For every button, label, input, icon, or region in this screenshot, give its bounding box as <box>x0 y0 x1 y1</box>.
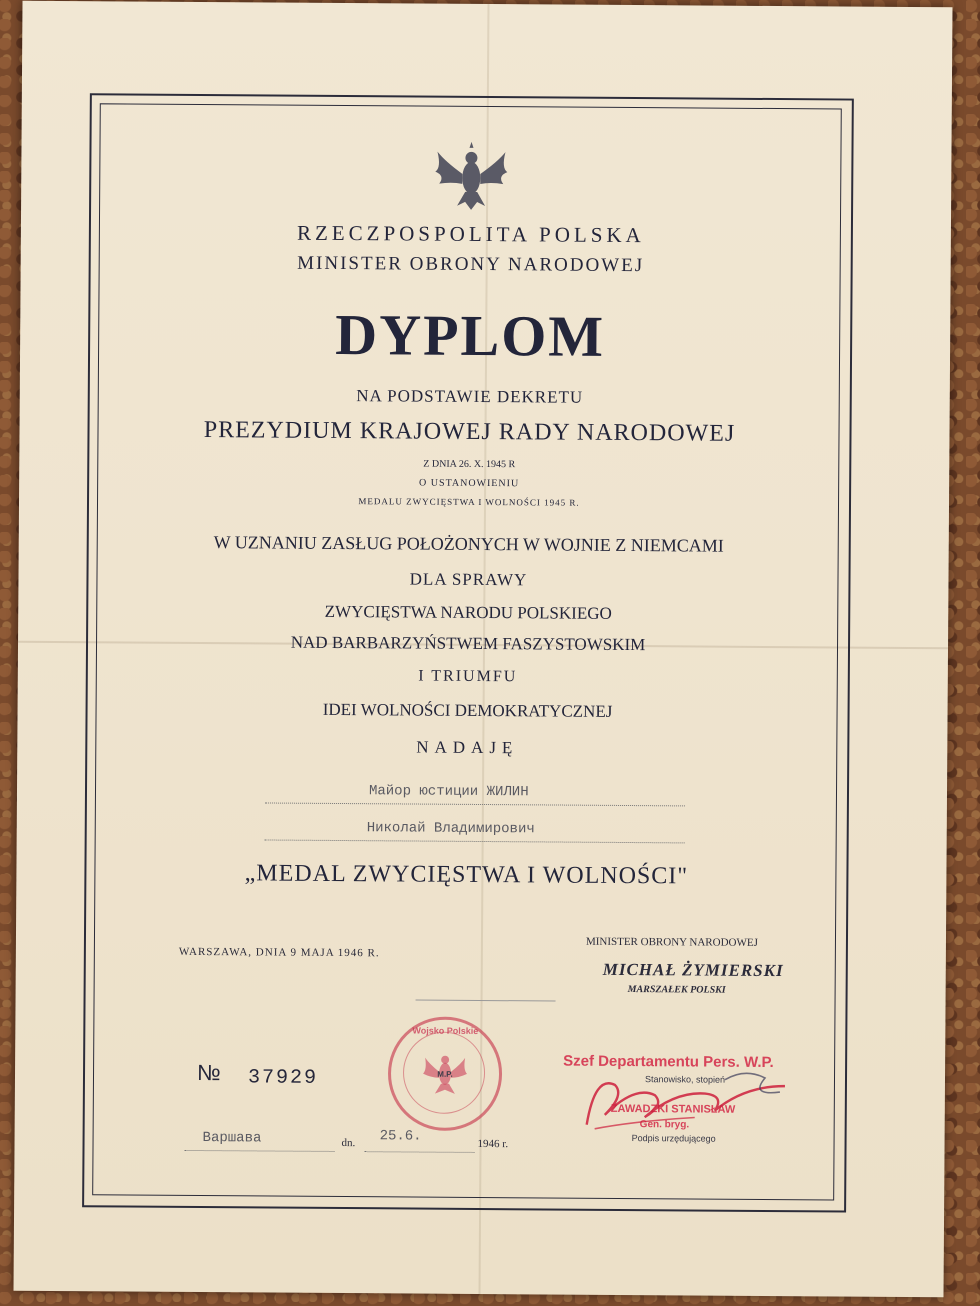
grant-line: NADAJĘ <box>416 737 519 758</box>
cause-line: DLA SPRAWY <box>409 569 528 590</box>
victory-line: ZWYCIĘSTWA NARODU POLSKIEGO <box>324 601 612 623</box>
stamp-signer-name: ZAWADZKI STANISŁAW <box>610 1102 736 1116</box>
stamp-signature-label: Podpis urzędującego <box>631 1133 716 1144</box>
diploma-number: 37929 <box>247 1066 319 1090</box>
handwritten-signature <box>575 1055 806 1147</box>
minister-rank: MARSZAŁEK POLSKI <box>627 984 726 996</box>
diploma-paper <box>14 1 953 1297</box>
day-label: dn. <box>341 1137 356 1150</box>
presidium-line: PREZYDIUM KRAJOWEJ RADY NARODOWEJ <box>203 417 736 447</box>
place-date: WARSZAWA, DNIA 9 MAJA 1946 R. <box>178 945 380 960</box>
header-ministry: MINISTER OBRONY NARODOWEJ <box>297 252 645 277</box>
year-suffix: 1946 r. <box>477 1137 509 1151</box>
minister-name: MICHAŁ ŻYMIERSKI <box>602 959 784 981</box>
stamp-signer-rank: Gen. bryg. <box>639 1119 690 1131</box>
triumph-line: I TRIUMFU <box>418 667 518 686</box>
recognition-line: W UZNANIU ZASŁUG POŁOŻONYCH W WOJNIE Z NIEMCAMI <box>213 532 724 556</box>
day-typed: 25.6. <box>379 1128 422 1145</box>
city-typed: Варшава <box>202 1130 262 1147</box>
minister-title: MINISTER OBRONY NARODOWEJ <box>585 935 758 949</box>
number-label: № <box>196 1060 221 1086</box>
stamp-department: Szef Departamentu Pers. W.P. <box>563 1052 774 1072</box>
establish-line: O USTANOWIENIU <box>419 477 520 490</box>
header-republic: RZECZPOSPOLITA POLSKA <box>296 220 645 248</box>
diploma-title: DYPLOM <box>335 301 606 369</box>
recipient-rank: Майор юстиции ЖИЛИН <box>368 783 529 801</box>
eagle-emblem-icon <box>431 134 512 215</box>
barbarism-line: NAD BARBARZYŃSTWEM FASZYSTOWSKIM <box>290 632 646 655</box>
medal-name: „MEDAL ZWYCIĘSTWA I WOLNOŚCI" <box>244 860 689 890</box>
round-seal-text: Wojsko Polskie <box>412 1025 479 1036</box>
recipient-name: Николай Владимирович <box>366 820 535 838</box>
medal-decree-line: MEDALU ZWYCIĘSTWA I WOLNOŚCI 1945 R. <box>358 496 580 508</box>
basis-line: NA PODSTAWIE DEKRETU <box>356 386 584 407</box>
round-seal-stamp <box>388 1016 503 1131</box>
decree-date: Z DNIA 26. X. 1945 R <box>423 458 516 471</box>
stamp-position-label: Stanowisko, stopień <box>644 1074 726 1085</box>
idea-line: IDEI WOLNOŚCI DEMOKRATYCZNEJ <box>322 699 613 721</box>
round-seal-mp: M.P. <box>437 1069 453 1079</box>
